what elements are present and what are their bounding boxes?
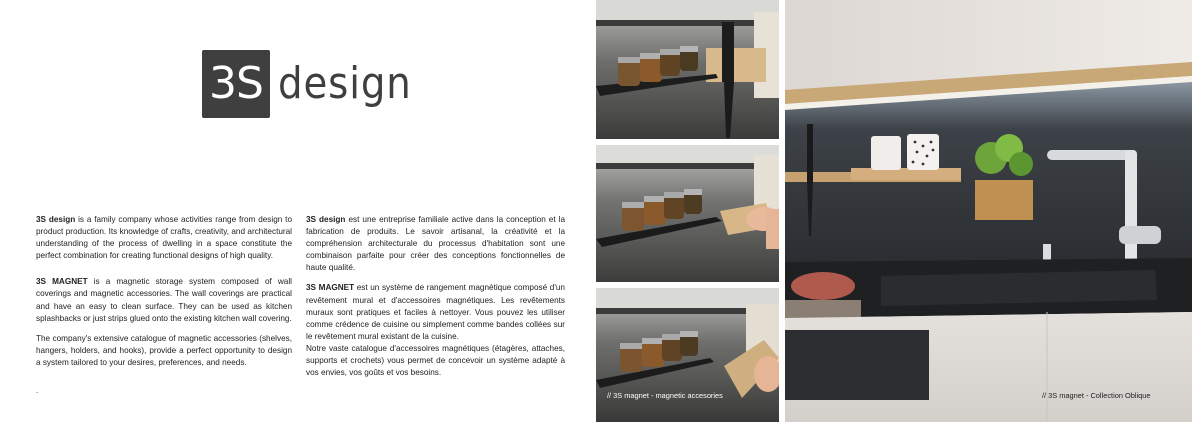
paragraph-text: est une entreprise familiale active dans la conception et la fabrication de produits. Le savoir artisanal, la créativité et la compréhension architecturale du processus d'habitation sont une combinaison parfaite pour créer des conceptions fonctionnelles de haute qualité. <box>306 215 565 273</box>
french-text-column <box>306 214 565 379</box>
spice-shelf-photo <box>596 0 779 139</box>
kitchen-photo <box>785 0 1192 422</box>
paragraph-text: est un système de rangement magnétique composé d'un revêtement mural et d'accessoires magnétiques. Les revêtements muraux sont pratiques et faciles à nettoyer. Vous pouvez les utiliser comme crédence de cuisine ou simplement comme bandes collées sur le revêtement mural existant de la cuisine. <box>306 283 565 341</box>
spice-shelf-tray-photo <box>596 288 779 422</box>
trailing-dot: . <box>36 386 39 395</box>
paragraph-text: is a magnetic storage system composed of wall coverings and magnetic accessories. The wall coverings are practical and have an easy to clean surface. They can be used as kitchen splashbacks or just strips glued onto the existing kitchen wall covering. <box>36 277 292 323</box>
caption-magnetic-accessories: // 3S magnet - magnetic accesories <box>607 391 723 400</box>
logo-mark: 3S <box>209 58 263 109</box>
brand-name: 3S MAGNET <box>306 283 355 293</box>
caption-collection-oblique: // 3S magnet - Collection Oblique <box>1042 391 1151 400</box>
french-paragraph-magnet <box>306 282 565 342</box>
spice-shelf-hand-photo <box>596 145 779 282</box>
english-paragraph-company <box>36 214 292 262</box>
english-paragraph-magnet <box>36 276 292 324</box>
english-text-column <box>36 214 292 377</box>
french-paragraph-catalogue <box>306 343 565 379</box>
logo-box <box>202 50 270 118</box>
paragraph-text: Notre vaste catalogue d'accessoires magnétiques (étagères, attaches, supports et crochets) vous permet de concevoir un système adapté à vos envies, vos goûts et vos besoins. <box>306 343 565 378</box>
paragraph-text: is a family company whose activities range from design to product production. Its knowledge of crafts, creativity, and architectural understanding of the process of dwelling in a space constitute the perfect combination for creating functional designs of high quality. <box>36 215 292 261</box>
brand-name: 3S design <box>36 215 76 224</box>
paragraph-text: The company's extensive catalogue of magnetic accessories (shelves, hangers, holders, and hooks), provide a perfect opportunity to design a system tailored to your desires, preferences, and needs. <box>36 333 292 367</box>
spice-shelf-tray-illustration <box>596 288 779 422</box>
spice-shelf-illustration <box>596 0 779 139</box>
kitchen-illustration <box>785 0 1192 422</box>
brand-name: 3S MAGNET <box>36 277 88 287</box>
french-paragraph-company <box>306 214 565 274</box>
spice-shelf-hand-illustration <box>596 145 779 282</box>
brand-logo <box>202 50 430 118</box>
brand-name: 3S design <box>306 215 346 224</box>
english-paragraph-catalogue <box>36 333 292 369</box>
logo-wordmark: design <box>278 58 412 109</box>
